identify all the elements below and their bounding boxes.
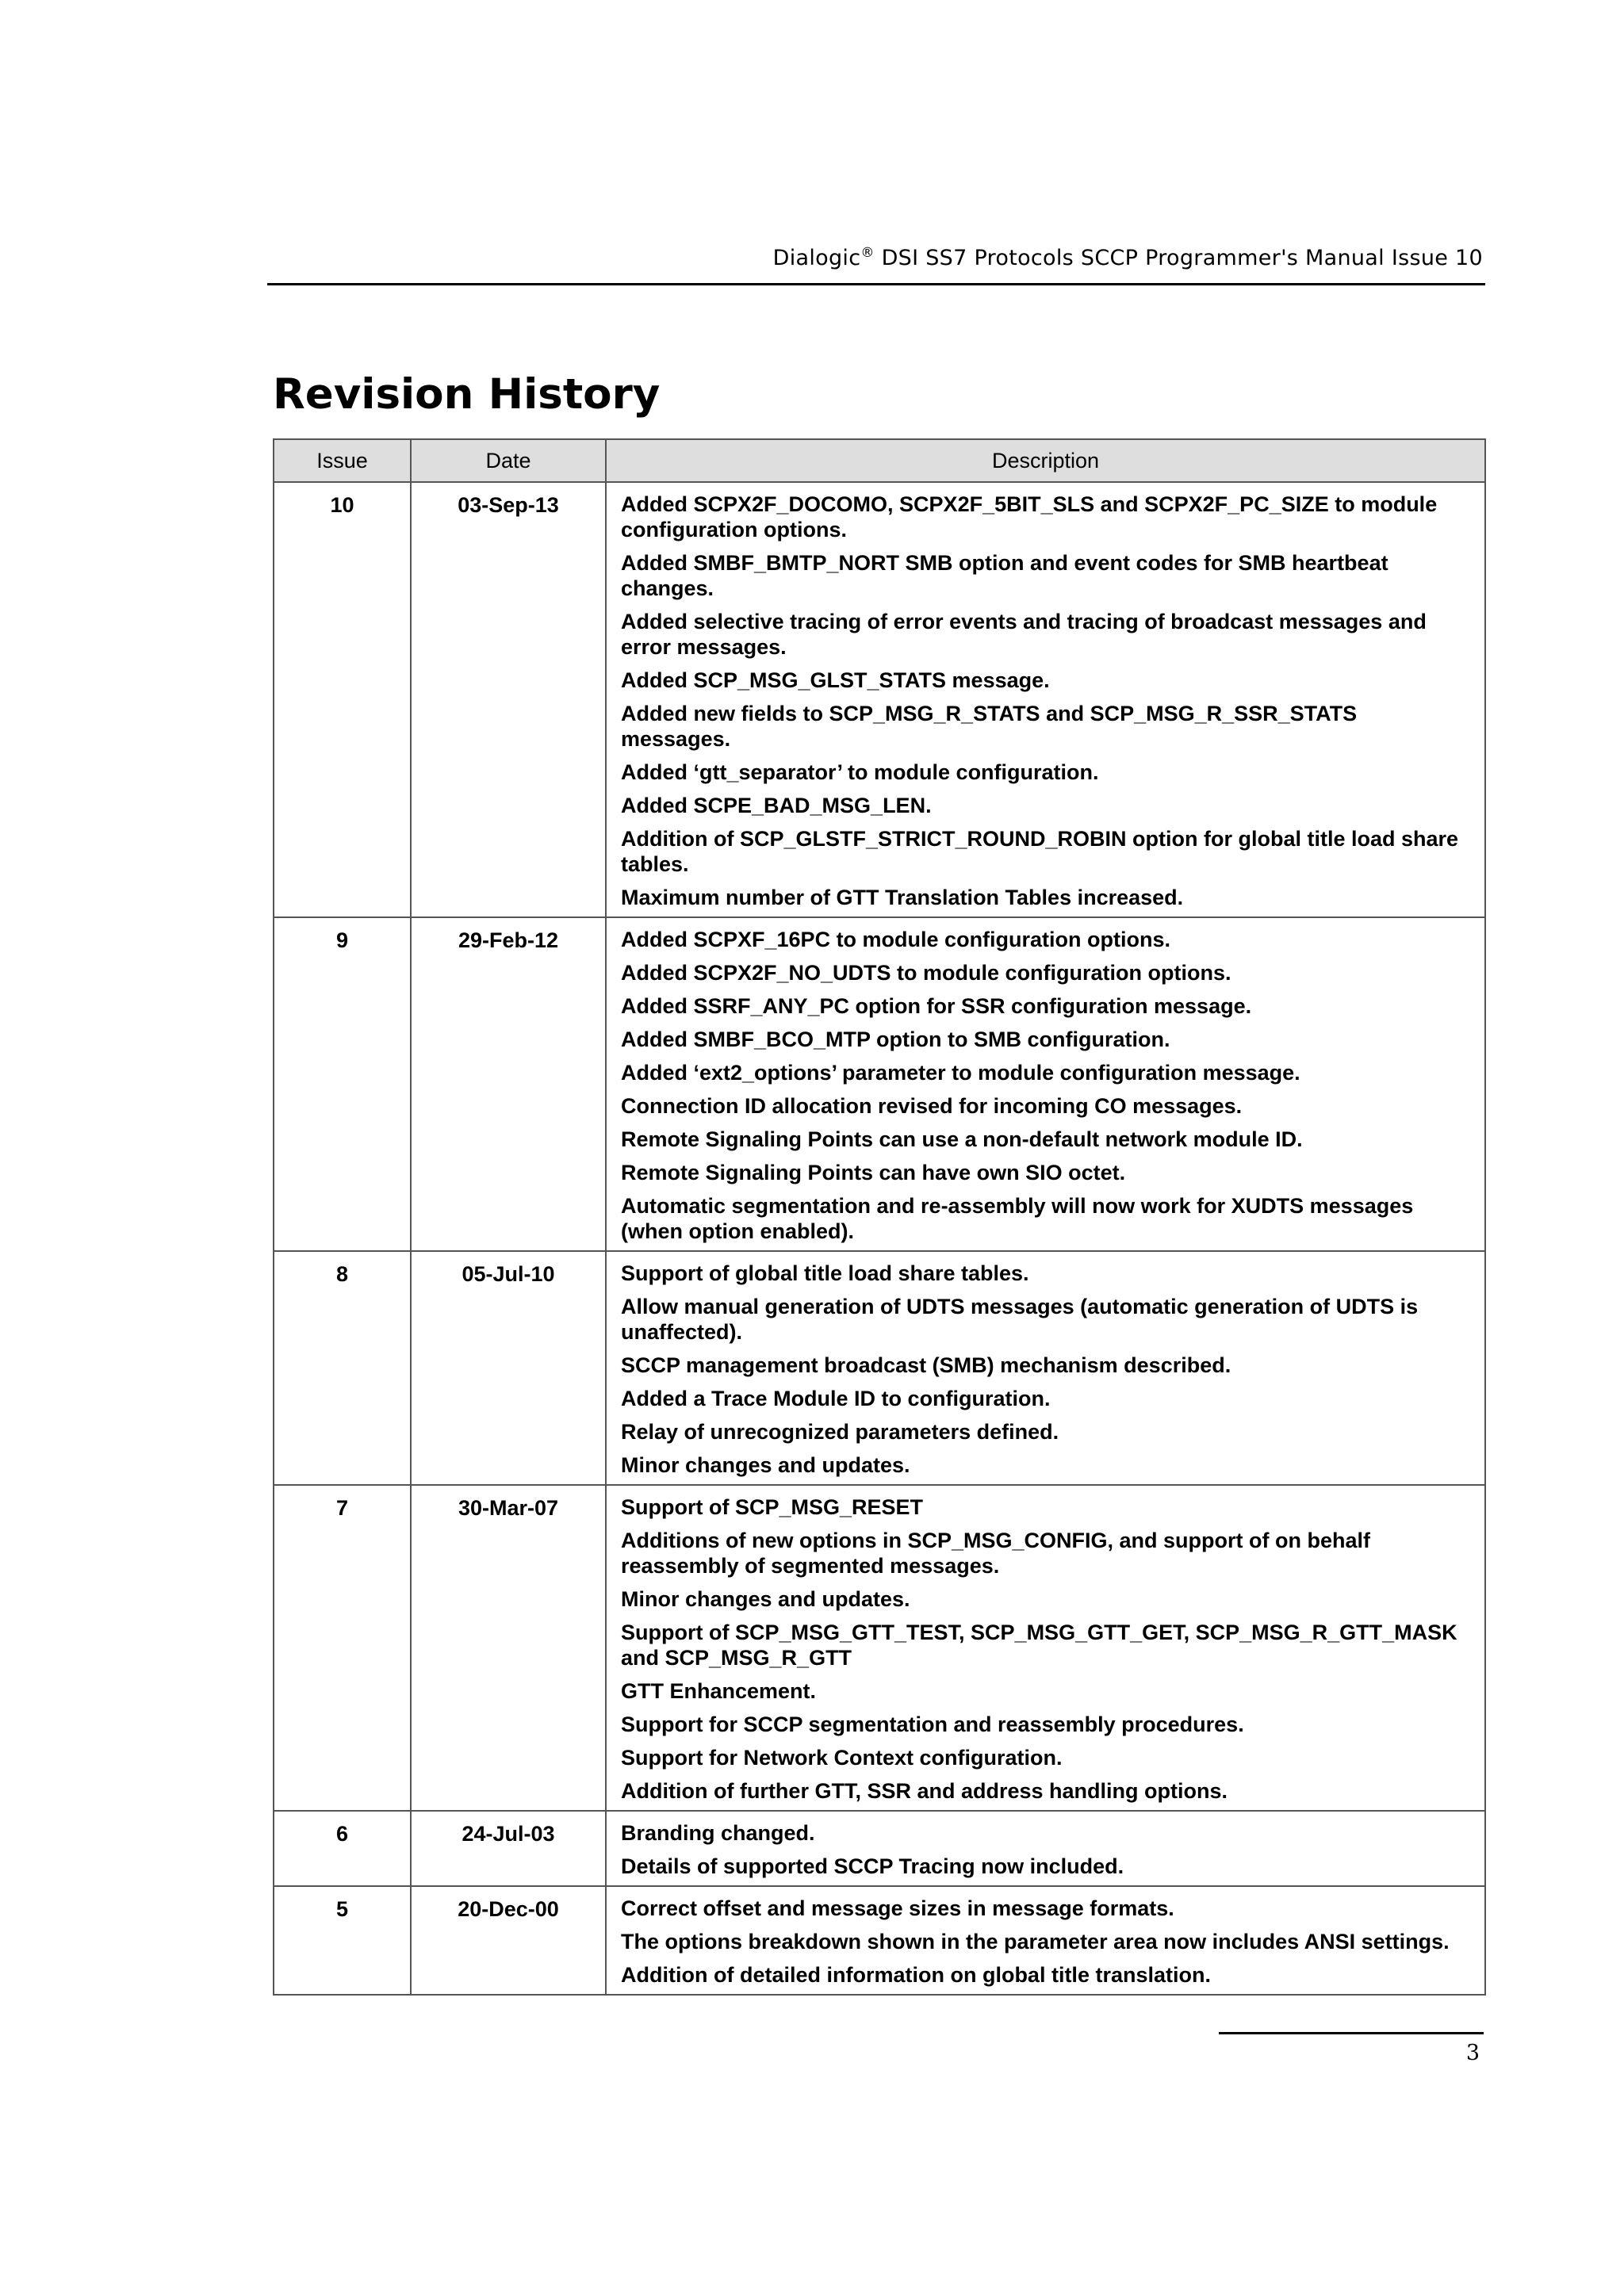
date-cell: 30-Mar-07 (411, 1485, 606, 1811)
table-header-row (274, 439, 1485, 482)
description-entry: Relay of unrecognized parameters defined. (621, 1420, 1059, 1444)
header-title: DSI SS7 Protocols SCCP Programmer's Manual Issue 10 (881, 246, 1483, 270)
registered-mark: ® (860, 245, 875, 261)
description-entry: Addition of further GTT, SSR and address handling options. (621, 1779, 1228, 1803)
description-cell (606, 1251, 1485, 1485)
description-entry: Support of SCP_MSG_RESET (621, 1495, 924, 1519)
description-cell (606, 1485, 1485, 1811)
table-row (274, 917, 1485, 1251)
description-entry: Added SCPX2F_DOCOMO, SCPX2F_5BIT_SLS and SCPX2F_PC_SIZE to module configuration options. (621, 492, 1438, 541)
table-row (274, 1485, 1485, 1811)
description-entry: Addition of SCP_GLSTF_STRICT_ROUND_ROBIN option for global title load share tables. (621, 827, 1459, 876)
description-entry: Addition of detailed information on global title translation. (621, 1963, 1211, 1987)
description-entry: Support of SCP_MSG_GTT_TEST, SCP_MSG_GTT_GET, SCP_MSG_R_GTT_MASK and SCP_MSG_R_GTT (621, 1621, 1457, 1670)
page-header (267, 245, 1483, 270)
description-entry: Remote Signaling Points can use a non-default network module ID. (621, 1127, 1303, 1151)
issue-cell: 9 (274, 917, 411, 1251)
table-body (274, 482, 1485, 1995)
column-header-date: Date (411, 439, 606, 482)
description-entry: Allow manual generation of UDTS messages (automatic generation of UDTS is unaffected). (621, 1295, 1419, 1344)
description-entry: Added a Trace Module ID to configuration. (621, 1387, 1051, 1410)
description-entry: Added SCPXF_16PC to module configuration options. (621, 928, 1171, 951)
date-cell: 03-Sep-13 (411, 482, 606, 917)
header-rule (267, 283, 1485, 285)
table-row (274, 482, 1485, 917)
description-entry: Added SMBF_BCO_MTP option to SMB configuration. (621, 1027, 1170, 1051)
description-entry: SCCP management broadcast (SMB) mechanism described. (621, 1353, 1231, 1377)
table-row (274, 1886, 1485, 1995)
date-cell: 29-Feb-12 (411, 917, 606, 1251)
description-cell (606, 1811, 1485, 1886)
description-entry: Added SCPX2F_NO_UDTS to module configuration options. (621, 961, 1231, 985)
description-cell (606, 482, 1485, 917)
table-row (274, 1811, 1485, 1886)
description-entry: GTT Enhancement. (621, 1679, 817, 1703)
description-entry: Minor changes and updates. (621, 1453, 910, 1477)
description-entry: Support of global title load share tables. (621, 1261, 1029, 1285)
description-entry: Added SCP_MSG_GLST_STATS message. (621, 668, 1050, 692)
column-header-description: Description (606, 439, 1485, 482)
description-entry: The options breakdown shown in the parameter area now includes ANSI settings. (621, 1930, 1450, 1954)
description-entry: Branding changed. (621, 1821, 815, 1845)
issue-cell: 6 (274, 1811, 411, 1886)
description-entry: Added ‘gtt_separator’ to module configuration. (621, 760, 1099, 784)
issue-cell: 7 (274, 1485, 411, 1811)
description-entry: Correct offset and message sizes in message formats. (621, 1896, 1174, 1920)
date-cell: 24-Jul-03 (411, 1811, 606, 1886)
issue-cell: 10 (274, 482, 411, 917)
footer-rule (1219, 2032, 1484, 2034)
description-entry: Additions of new options in SCP_MSG_CONFIG, and support of on behalf reassembly of segmented messages. (621, 1529, 1370, 1578)
date-cell: 20-Dec-00 (411, 1886, 606, 1995)
header-brand: Dialogic (772, 246, 861, 270)
description-entry: Added SCPE_BAD_MSG_LEN. (621, 794, 932, 817)
issue-cell: 5 (274, 1886, 411, 1995)
date-cell: 05-Jul-10 (411, 1251, 606, 1485)
description-entry: Details of supported SCCP Tracing now included. (621, 1854, 1124, 1878)
column-header-issue: Issue (274, 439, 411, 482)
description-entry: Added SMBF_BMTP_NORT SMB option and event codes for SMB heartbeat changes. (621, 551, 1388, 600)
description-cell (606, 917, 1485, 1251)
description-entry: Added SSRF_ANY_PC option for SSR configuration message. (621, 994, 1252, 1018)
description-entry: Automatic segmentation and re-assembly will now work for XUDTS messages (when option enabled). (621, 1194, 1414, 1243)
description-entry: Maximum number of GTT Translation Tables increased. (621, 886, 1184, 909)
description-entry: Added selective tracing of error events and tracing of broadcast messages and error messages. (621, 610, 1427, 659)
revision-history-table (273, 438, 1486, 1996)
description-entry: Remote Signaling Points can have own SIO octet. (621, 1161, 1126, 1184)
description-entry: Connection ID allocation revised for incoming CO messages. (621, 1094, 1243, 1118)
description-entry: Support for SCCP segmentation and reassembly procedures. (621, 1712, 1244, 1736)
description-entry: Minor changes and updates. (621, 1587, 910, 1611)
issue-cell: 8 (274, 1251, 411, 1485)
description-entry: Added ‘ext2_options’ parameter to module configuration message. (621, 1061, 1300, 1085)
description-cell (606, 1886, 1485, 1995)
page-number: 3 (1465, 2041, 1480, 2065)
description-entry: Added new fields to SCP_MSG_R_STATS and SCP_MSG_R_SSR_STATS messages. (621, 702, 1358, 751)
page-title: Revision History (273, 370, 661, 419)
description-entry: Support for Network Context configuration. (621, 1746, 1063, 1770)
table-row (274, 1251, 1485, 1485)
